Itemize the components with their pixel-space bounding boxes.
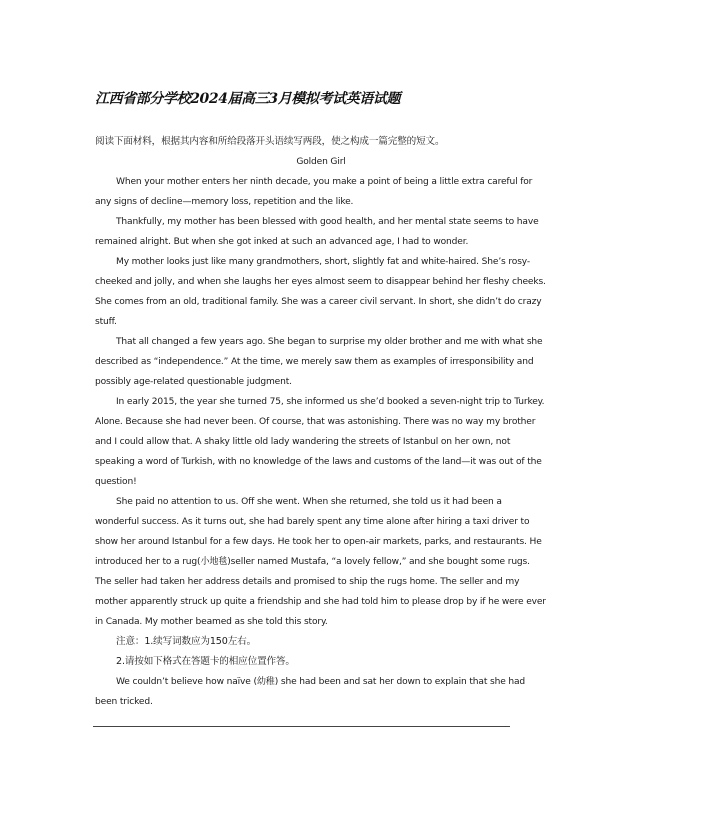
document-title: 江西省部分学校2024届高三3月模拟考试英语试题	[95, 91, 401, 107]
continuation-opening: We couldn’t believe how naïve (幼稚) she had been and sat her down to explain that she had been tricked.	[95, 677, 526, 707]
story-title: Golden Girl	[296, 157, 346, 167]
story-paragraph: In early 2015, the year she turned 75, she informed us she’d booked a seven-night trip to Turkey. Alone. Because she had never been. Of course, that was astonishing. There was no way my brother and I could allow that. A shaky little old lady wandering the streets of Istanbul on her own, not speaking a word of Turkish, with no knowledge of the laws and customs of the land—it was out of the question!	[95, 397, 545, 487]
story-paragraph: When your mother enters her ninth decade, you make a point of being a little extra careful for any signs of decline—memory loss, repetition and the like.	[95, 177, 533, 207]
task-instruction: 阅读下面材料，根据其内容和所给段落开头语续写两段，使之构成一篇完整的短文。	[95, 136, 445, 147]
story-paragraph: My mother looks just like many grandmothers, short, slightly fat and white-haired. She’s rosy-cheeked and jolly, and when she laughs her eyes almost seem to disappear behind her fleshy cheeks. She comes from an old, traditional family. She was a career civil servant. In short, she didn’t do crazy stuff.	[95, 257, 546, 327]
note-format: 2.请按如下格式在答题卡的相应位置作答。	[116, 656, 295, 667]
answer-line	[93, 726, 510, 727]
document-body	[95, 132, 547, 712]
story-paragraph: That all changed a few years ago. She began to surprise my older brother and me with what she described as “independence.” At the time, we merely saw them as examples of irresponsibility and possibly age-related questionable judgment.	[95, 337, 543, 387]
note-word-count: 注意：1.续写词数应为150左右。	[116, 636, 257, 647]
story-paragraph: She paid no attention to us. Off she went. When she returned, she told us it had been a wonderful success. As it turns out, she had barely spent any time alone after hiring a taxi driver to show her around Istanbul for a few days. He took her to open-air markets, parks, and restaurants. He introduced her to a rug(小地毯)seller named Mustafa, “a lovely fellow,” and she bought some rugs. The seller had taken her address details and promised to ship the rugs home. The seller and my mother apparently struck up quite a friendship and she had told him to please drop by if he were ever in Canada. My mother beamed as she told this story.	[95, 497, 546, 627]
story-paragraph: Thankfully, my mother has been blessed with good health, and her mental state seems to have remained alright. But when she got inked at such an advanced age, I had to wonder.	[95, 217, 539, 247]
